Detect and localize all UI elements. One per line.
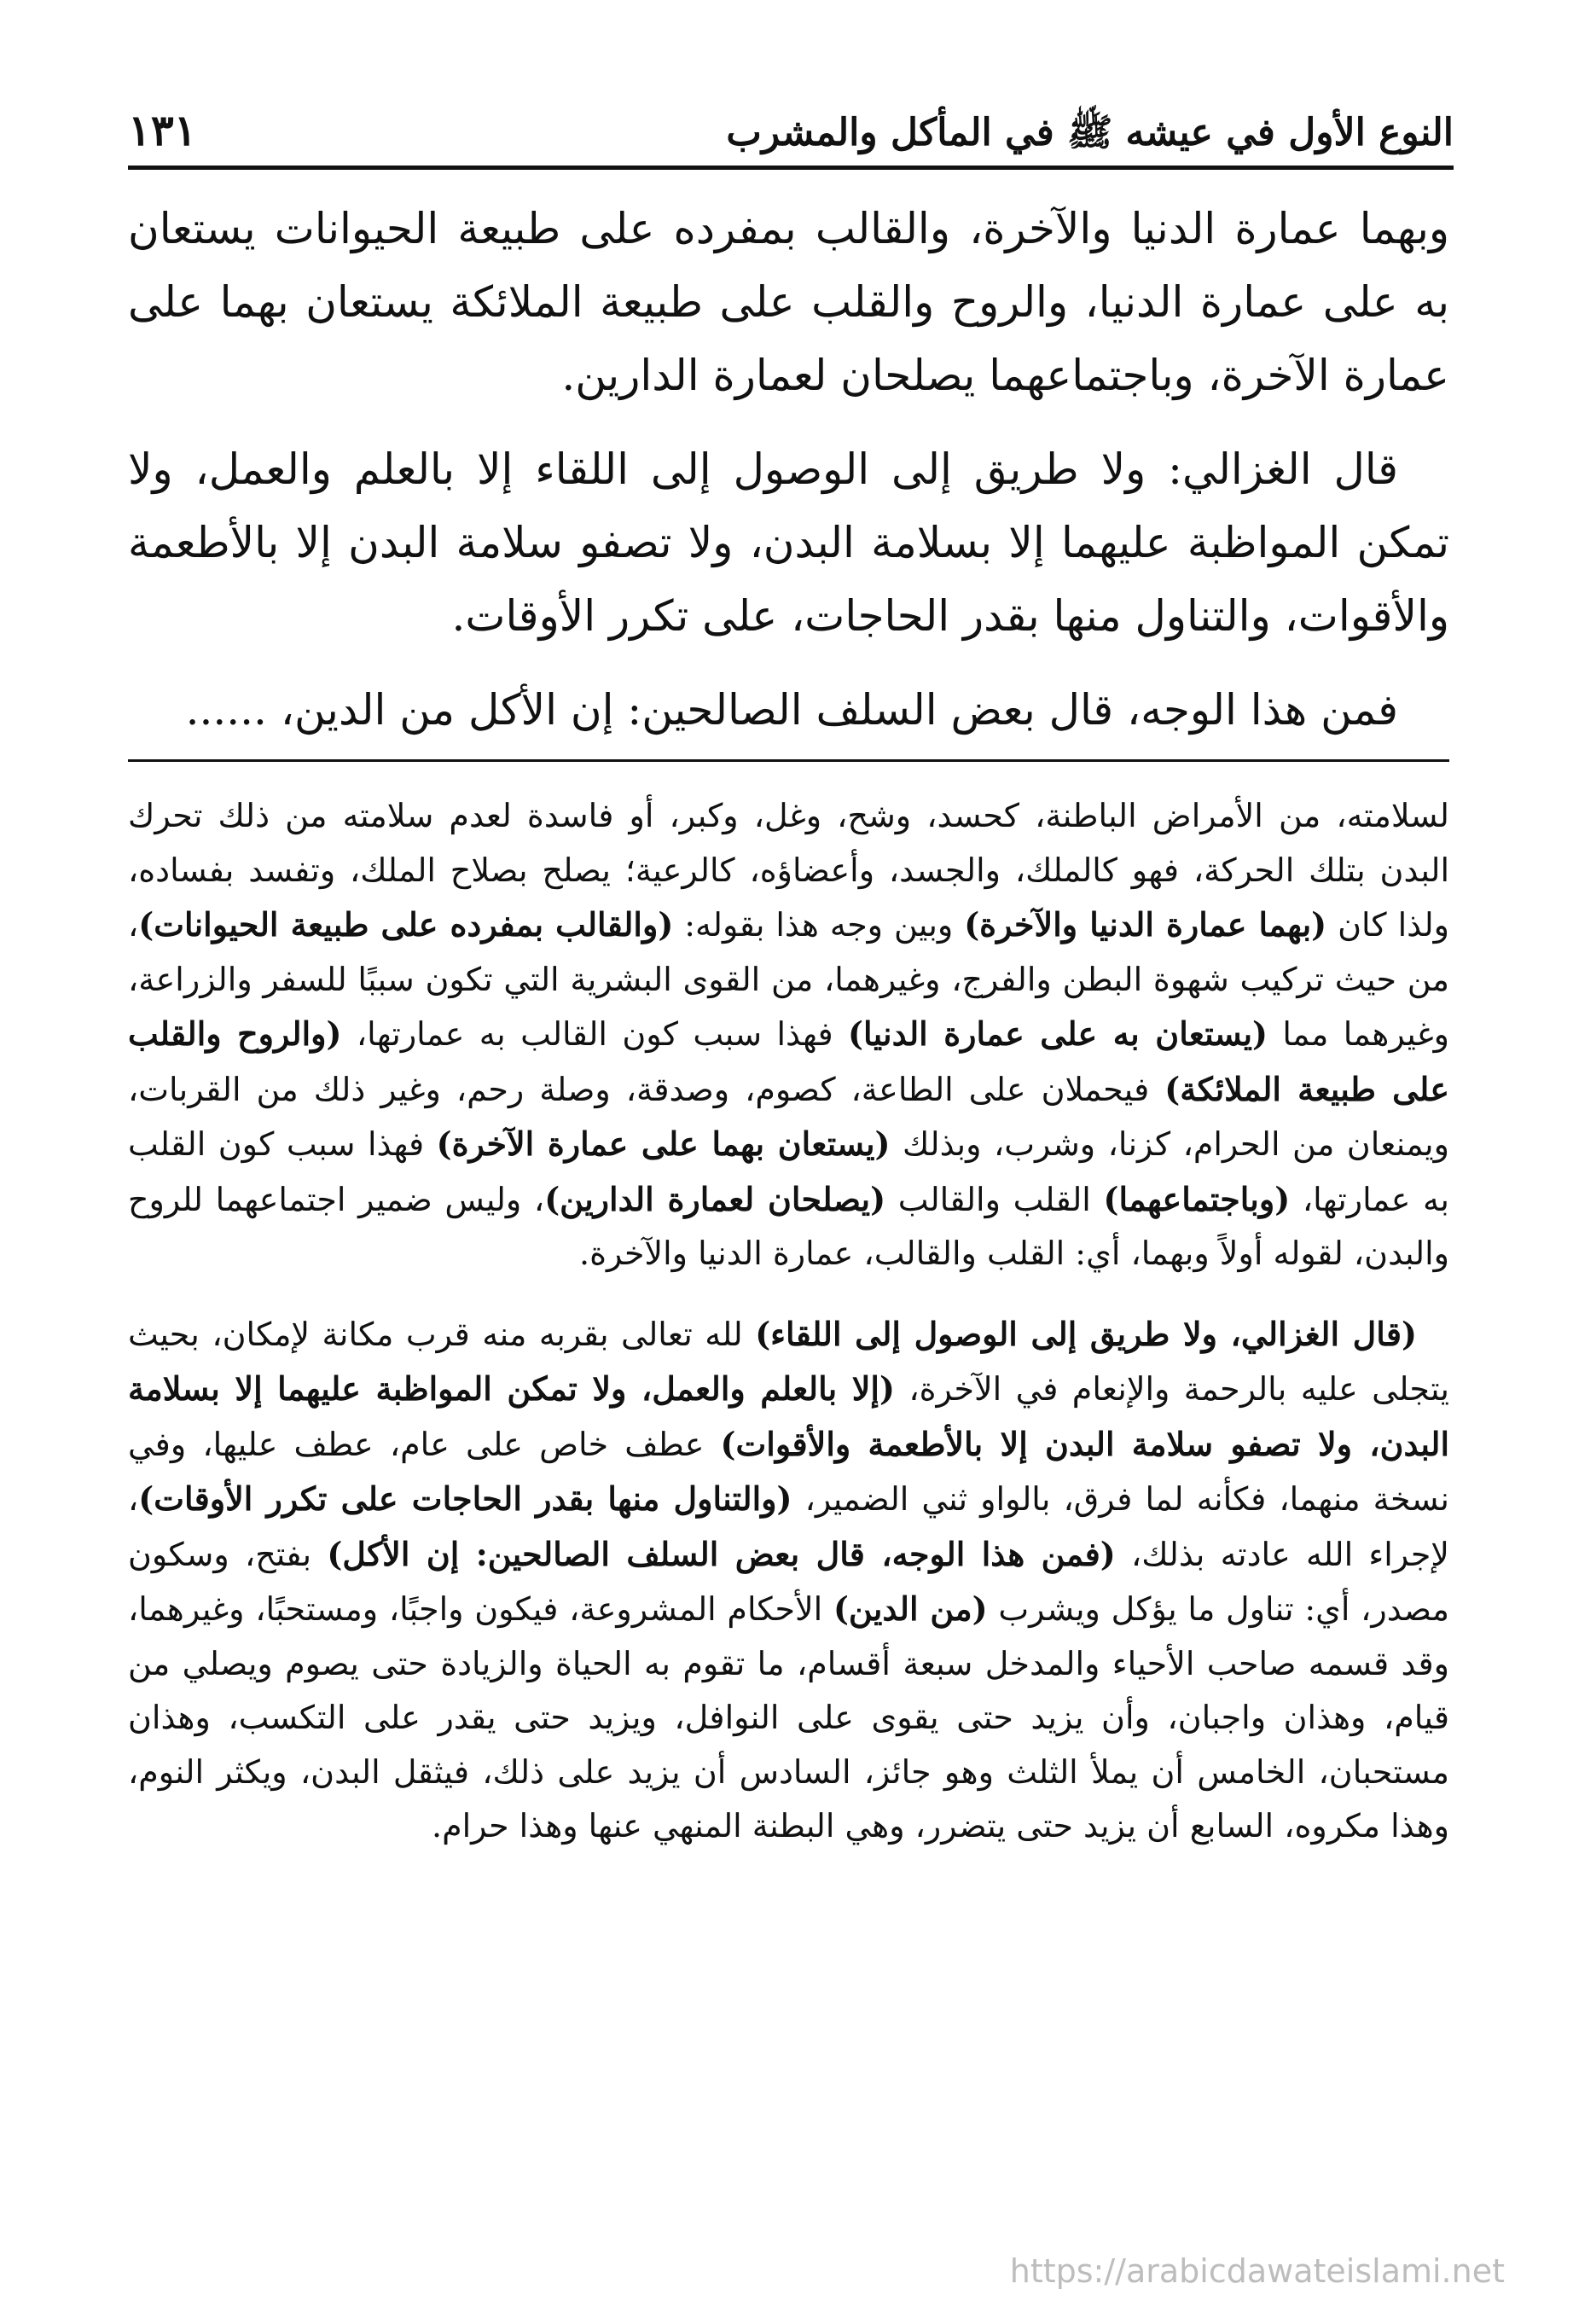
commentary-text: لسلامته، من الأمراض الباطنة، كحسد، وشح، وغل، وكبر، أو فاسدة لعدم سلامته من ذلك تحرك البدن بتلك الحركة، فهو كالملك، والجسد، وأعضاؤه، كالرعية؛ يصلح بصلاح الملك، وتفسد بفساده، ولذا كان bbox=[128, 797, 1450, 944]
quoted-matn: (يستعان بهما على عمارة الآخرة) bbox=[436, 1124, 891, 1163]
main-paragraph-3 bbox=[128, 673, 1449, 747]
continuation-ellipsis: ...... bbox=[185, 685, 267, 735]
quoted-matn: (قال الغزالي، ولا طريق إلى الوصول إلى اللقاء) bbox=[755, 1314, 1418, 1353]
quoted-matn: (فمن هذا الوجه، قال بعض السلف الصالحين: إن الأكل) bbox=[327, 1534, 1116, 1573]
running-title: النوع الأول في عيشه ﷺ في المأكل والمشرب bbox=[726, 110, 1454, 154]
page-header bbox=[128, 85, 1454, 170]
quoted-matn: (من الدين) bbox=[833, 1589, 988, 1628]
main-paragraph-1: وبهما عمارة الدنيا والآخرة، والقالب بمفرده على طبيعة الحيوانات يستعان به على عمارة الدنيا، والروح والقلب على طبيعة الملائكة يستعان بهما على عمارة الآخرة، وباجتماعهما يصلحان لعمارة الدارين. bbox=[128, 204, 1450, 400]
quoted-matn: (إلا بالعلم والعمل، ولا تمكن المواظبة عليهما إلا بسلامة البدن، ولا تصفو سلامة البدن إلا بالأطعمة والأقوات) bbox=[128, 1369, 1450, 1463]
main-text bbox=[128, 192, 1449, 767]
quoted-matn: (يستعان به على عمارة الدنيا) bbox=[848, 1014, 1268, 1053]
commentary-text: ، لإجراء الله عادته بذلك، bbox=[128, 1480, 1449, 1573]
commentary-text: عطف خاص على عام، عطف عليها، وفي نسخة منهما، فكأنه لما فرق، بالواو ثني الضمير، bbox=[128, 1425, 1449, 1518]
commentary-text: فهذا سبب كون القالب به عمارتها، bbox=[341, 1015, 849, 1053]
commentary-text: وبين وجه هذا بقوله: bbox=[673, 906, 965, 944]
quoted-matn: (والروح والقلب على طبيعة الملائكة) bbox=[128, 1014, 1450, 1108]
commentary-text: القلب والقالب bbox=[885, 1180, 1104, 1218]
commentary bbox=[128, 789, 1449, 1880]
main-paragraph-2: قال الغزالي: ولا طريق إلى الوصول إلى اللقاء إلا بالعلم والعمل، ولا تمكن المواظبة عليهما إلا بسلامة البدن، ولا تصفو سلامة البدن إلا بالأطعمة والأقوات، والتناول منها بقدر الحاجات، على تكرر الأوقات. bbox=[128, 444, 1449, 641]
commentary-text: لله تعالى بقربه منه قرب مكانة لإمكان، بحيث يتجلى عليه بالرحمة والإنعام في الآخرة، bbox=[128, 1315, 1449, 1408]
quoted-matn: (وباجتماعهما) bbox=[1103, 1179, 1291, 1218]
page-number: ١٣١ bbox=[128, 105, 197, 155]
main-paragraph-3-text: فمن هذا الوجه، قال بعض السلف الصالحين: إن الأكل من الدين، bbox=[280, 685, 1398, 735]
commentary-paragraph-1 bbox=[128, 789, 1449, 1281]
quoted-matn: (يصلحان لعمارة الدارين) bbox=[544, 1179, 886, 1218]
commentary-text: ، وليس ضمير اجتماعهما للروح والبدن، لقوله أولاً وبهما، أي: القلب والقالب، عمارة الدنيا والآخرة. bbox=[128, 1180, 1449, 1272]
commentary-text: فيحملان على الطاعة، كصوم، وصدقة، وصلة رحم، وغير ذلك من القربات، ويمنعان من الحرام، كزنا، وشرب، وبذلك bbox=[128, 1070, 1449, 1163]
commentary-text: فهذا سبب كون القلب به عمارتها، bbox=[128, 1125, 1449, 1218]
watermark-url: https://arabicdawateislami.net bbox=[1009, 2252, 1505, 2290]
quoted-matn: (بهما عمارة الدنيا والآخرة) bbox=[964, 905, 1327, 944]
commentary-paragraph-2 bbox=[128, 1307, 1449, 1854]
commentary-text: الأحكام المشروعة، فيكون واجبًا، ومستحبًا، وغيرهما، وقد قسمه صاحب الأحياء والمدخل سبعة أقسام، ما تقوم به الحياة والزيادة حتى يصوم ويصلي من قيام، وهذان واجبان، وأن يزيد حتى يقوى على النوافل، ويزيد حتى يقدر على التكسب، وهذان مستحبان، الخامس أن يملأ الثلث وهو جائز، السادس أن يزيد على ذلك، فيثقل البدن، ويكثر النوم، وهذا مكروه، السابع أن يزيد حتى يتضرر، وهي البطنة المنهي عنها وهذا حرام. bbox=[128, 1590, 1449, 1845]
footnote-divider bbox=[128, 759, 1449, 762]
commentary-text: ، من حيث تركيب شهوة البطن والفرج، وغيرهما، من القوى البشرية التي تكون سببًا للسفر والزراعة، وغيرهما مما bbox=[128, 906, 1449, 1053]
quoted-matn: (والقالب بمفرده على طبيعة الحيوانات) bbox=[138, 905, 674, 944]
quoted-matn: (والتناول منها بقدر الحاجات على تكرر الأوقات) bbox=[138, 1479, 792, 1518]
commentary-text: بفتح، وسكون مصدر، أي: تناول ما يؤكل ويشرب bbox=[128, 1535, 1449, 1628]
